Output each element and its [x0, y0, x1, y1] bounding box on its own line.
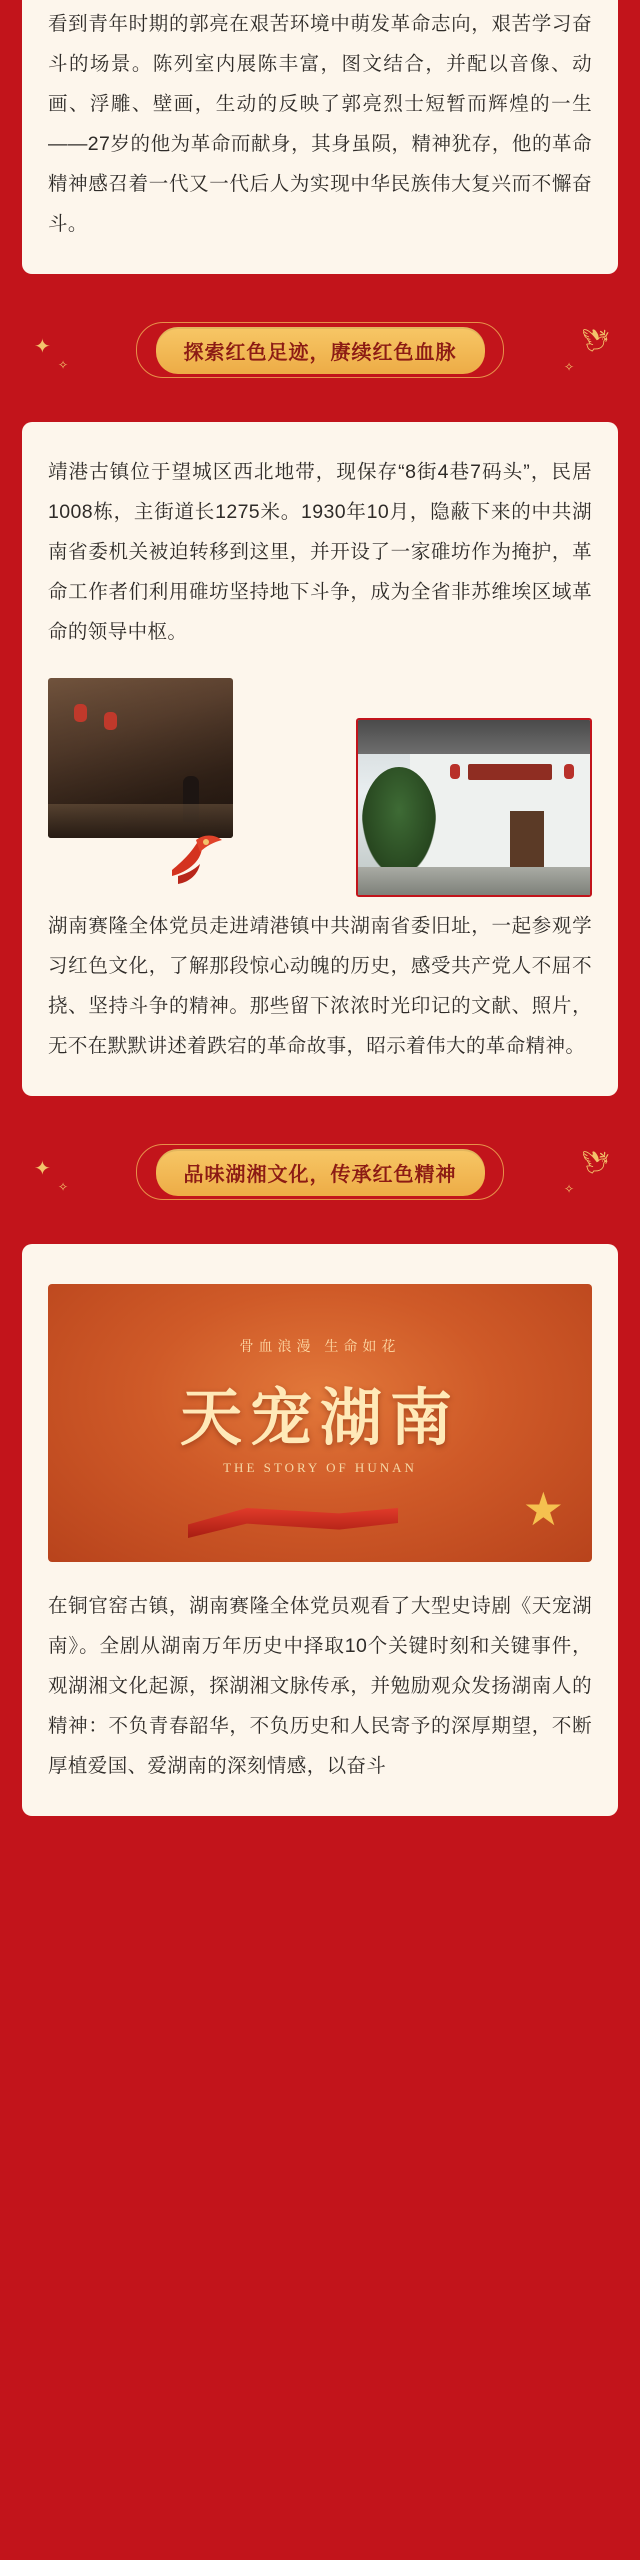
drama-poster	[48, 1284, 592, 1562]
poster-subtitle: 骨血浪漫 生命如花	[239, 1338, 401, 1354]
small-sparkle-icon: ✧	[58, 1180, 69, 1194]
stone-base	[358, 867, 590, 895]
site-plaque	[468, 764, 552, 780]
small-sparkle-icon: ✧	[563, 1182, 574, 1196]
section-banner-title-1: 探索红色足迹，赓续红色血脉	[156, 327, 485, 374]
lantern-decor	[104, 712, 117, 730]
dove-icon: 🕊	[582, 328, 610, 353]
roof	[358, 720, 590, 754]
intro-card	[22, 0, 618, 274]
section-2-paragraph-1: 在铜官窑古镇，湖南赛隆全体党员观看了大型史诗剧《天宠湖南》。全剧从湖南万年历史中择取10个关键时刻和关键事件，观湖湘文化起源，探湖湘文脉传承，并勉励观众发扬湖南人的精神：不负青春韶华，不负历史和人民寄予的深厚期望，不断厚植爱国、爱湖南的深刻情感，以奋斗	[48, 1595, 592, 1777]
section-1-card	[22, 422, 618, 1096]
red-ribbon-decor	[188, 1508, 398, 1538]
poster-english-title: THE STORY OF HUNAN	[223, 1460, 417, 1475]
section-2-card	[22, 1244, 618, 1816]
lantern-decor	[450, 764, 460, 779]
intro-paragraph: 看到青年时期的郭亮在艰苦环境中萌发革命志向，艰苦学习奋斗的场景。陈列室内展陈丰富，图文结合，并配以音像、动画、浮雕、壁画，生动的反映了郭亮烈士短暂而辉煌的一生——27岁的他为革命而献身，其身虽陨，精神犹存，他的革命精神感召着一代又一代后人为实现中华民族伟大复兴而不懈奋斗。	[48, 13, 592, 235]
section-banner-title-2: 品味湖湘文化，传承红色精神	[156, 1149, 485, 1196]
old-town-street-photo	[48, 678, 233, 838]
doorway	[510, 811, 544, 867]
tree	[362, 767, 436, 875]
party-committee-site-photo	[356, 718, 592, 897]
section-1-paragraph-2: 湖南赛隆全体党员走进靖港镇中共湖南省委旧址，一起参观学习红色文化，了解那段惊心动魄的历史，感受共产党人不屈不挠、坚持斗争的精神。那些留下浓浓时光印记的文献、照片，无不在默默讲述着跌宕的革命故事，昭示着伟大的革命精神。	[48, 915, 592, 1057]
lantern-decor	[74, 704, 87, 722]
sparkle-icon: ✦	[34, 1158, 51, 1180]
small-sparkle-icon: ✧	[563, 360, 574, 374]
section-1-paragraph-1: 靖港古镇位于望城区西北地带，现保存“8街4巷7码头”，民居1008栋，主街道长1275米。1930年10月，隐蔽下来的中共湖南省委机关被迫转移到这里，并开设了一家碓坊作为掩护，革命工作者们利用碓坊坚持地下斗争，成为全省非苏维埃区域革命的领导中枢。	[48, 461, 592, 643]
section-header-2	[0, 1126, 640, 1218]
section-header-1	[0, 304, 640, 396]
phoenix-ribbon-icon	[166, 830, 228, 888]
poster-main-title: 天宠湖南	[179, 1385, 460, 1453]
bottom-spacer	[0, 1816, 640, 1846]
photo-group	[48, 678, 592, 898]
dove-icon: 🕊	[582, 1150, 610, 1175]
star-icon: ★	[522, 1483, 564, 1535]
small-sparkle-icon: ✧	[58, 358, 69, 372]
lantern-decor	[564, 764, 574, 779]
sparkle-icon: ✦	[34, 336, 51, 358]
